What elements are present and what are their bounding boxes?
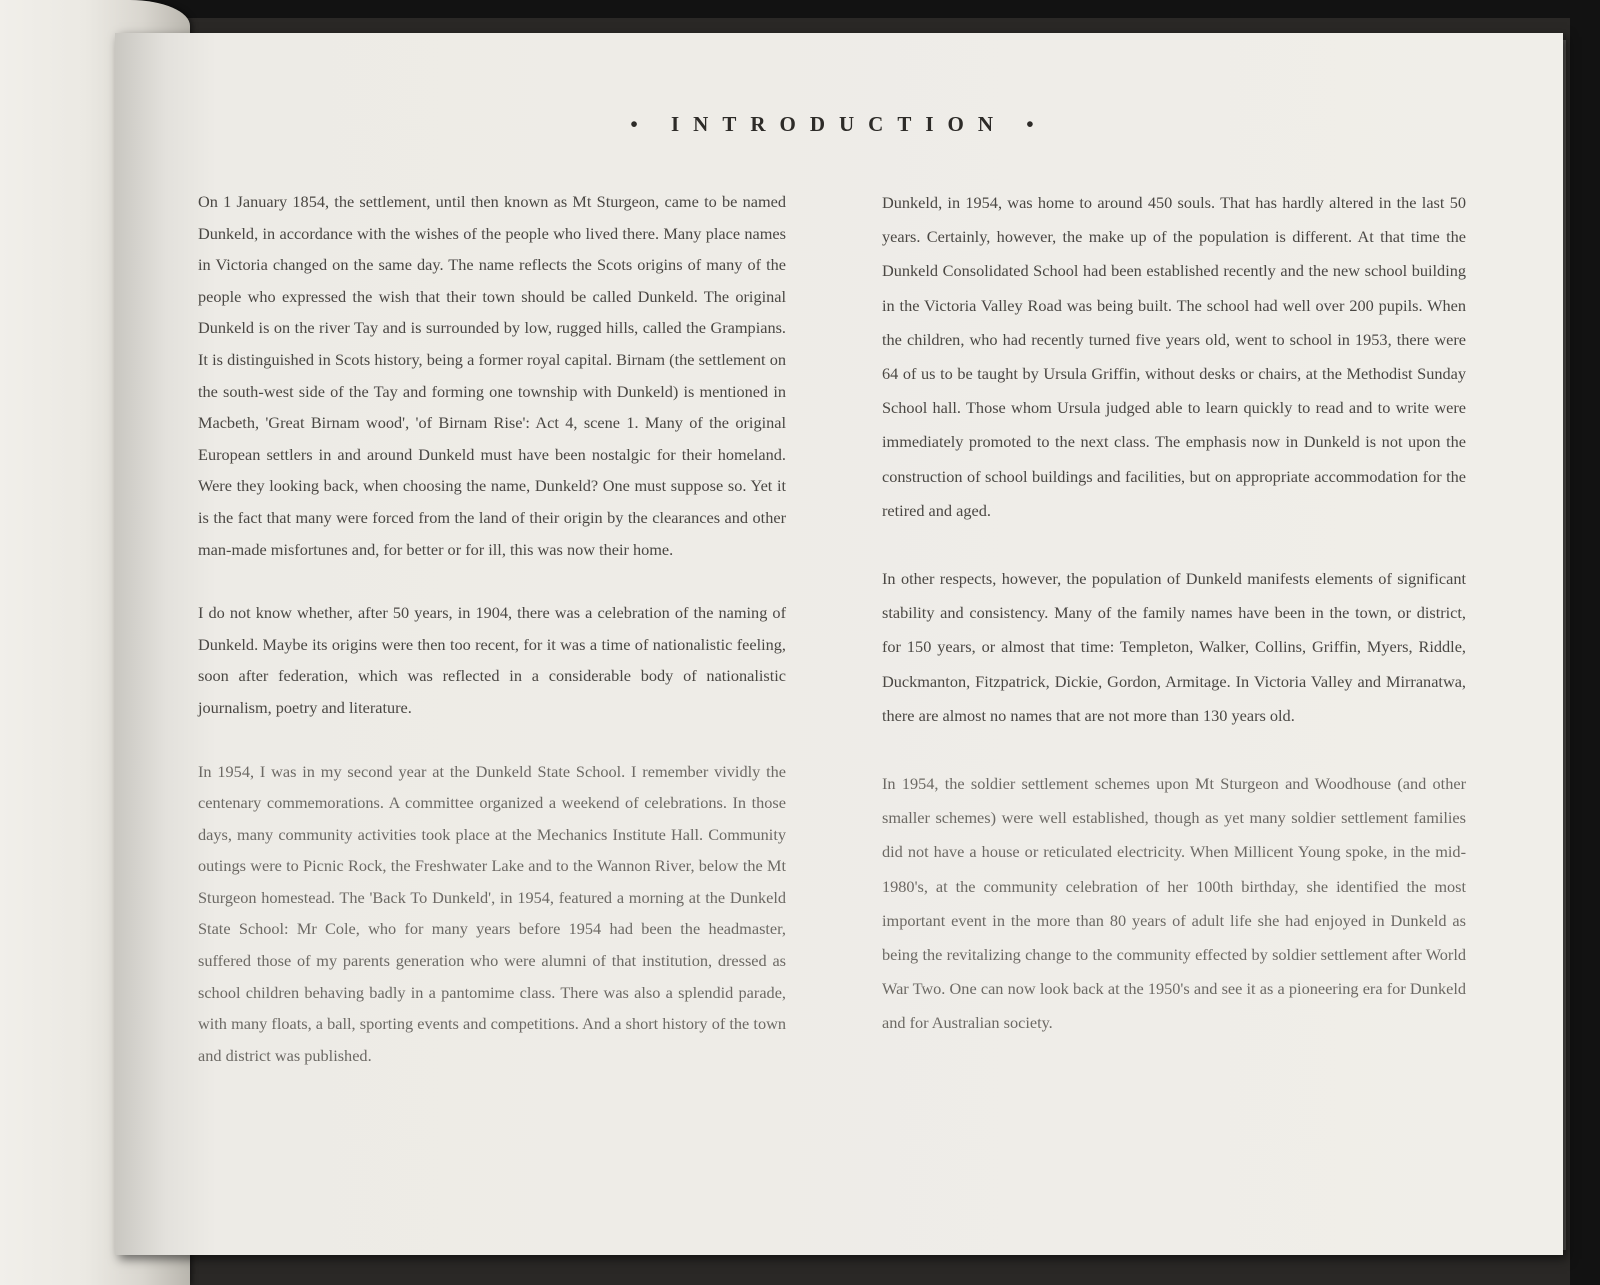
paragraph: In 1954, I was in my second year at the Dunkeld State School. I remember vividly the centenary commemorations. A committee organized a weekend of celebrations. In those days, many community activities took place at the Mechanics Institute Hall. Community outings were to Picnic Rock, the Freshwater Lake and to the Wannon River, below the Mt Sturgeon homestead. The 'Back To Dunkeld', in 1954, featured a morning at the Dunkeld State School: Mr Cole, who for many years before 1954 had been the headmaster, suffered those of my parents generation who were alumni of that institution, dressed as school children behaving badly in a pantomime class. There was also a splendid parade, with many floats, a ball, sporting events and competitions. And a short history of the town and district was published. — [198, 761, 786, 1065]
paragraph: I do not know whether, after 50 years, in 1904, there was a celebration of the naming of Dunkeld. Maybe its origins were then too recent, for it was a time of nationalistic feeling, soon after federation, which was reflected in a considerable body of nationalistic journalism, poetry and literature. — [198, 603, 786, 717]
paragraph: In other respects, however, the population of Dunkeld manifests elements of significant stability and consistency. Many of the family names have been in the town, or district, for 150 years, or almost that time: Templeton, Walker, Collins, Griffin, Myers, Riddle, Duckmanton, Fitzpatrick, Dickie, Gordon, Armitage. In Victoria Valley and Mirranatwa, there are almost no names that are not more than 130 years old. — [882, 569, 1466, 725]
paragraph: Dunkeld, in 1954, was home to around 450 souls. That has hardly altered in the last 50 years. Certainly, however, the make up of the population is different. At that time the Dunkeld Consolidated School had been established recently and the new school building in the Victoria Valley Road was being built. The school had well over 200 pupils. When the children, who had recently turned five years old, went to school in 1953, there were 64 of us to be taught by Ursula Griffin, without desks or chairs, at the Methodist Sunday School hall. Those whom Ursula judged able to learn quickly to read and to write were immediately promoted to the next class. The emphasis now in Dunkeld is not upon the construction of school buildings and facilities, but on appropriate accommodation for the retired and aged. — [882, 193, 1466, 520]
page-title: • INTRODUCTION • — [630, 112, 1048, 136]
paragraph: In 1954, the soldier settlement schemes upon Mt Sturgeon and Woodhouse (and other smaller schemes) were well established, though as yet many soldier settlement families did not have a house or reticulated electricity. When Millicent Young spoke, in the mid-1980's, at the community celebration of her 100th birthday, she identified the most important event in the more than 80 years of adult life she had enjoyed in Dunkeld as being the revitalizing change to the community effected by soldier settlement after World War Two. One can now look back at the 1950's and see it as a pioneering era for Dunkeld and for Australian society. — [882, 774, 1466, 1033]
left-text-column — [198, 186, 786, 1103]
paragraph: On 1 January 1854, the settlement, until then known as Mt Sturgeon, came to be named Dunkeld, in accordance with the wishes of the people who lived there. Many place names in Victoria changed on the same day. The name reflects the Scots origins of many of the people who expressed the wish that their town should be called Dunkeld. The original Dunkeld is on the river Tay and is surrounded by low, rugged hills, called the Grampians. It is distinguished in Scots history, being a former royal capital. Birnam (the settlement on the south-west side of the Tay and forming one township with Dunkeld) is mentioned in Macbeth, 'Great Birnam wood', 'of Birnam Rise': Act 4, scene 1. Many of the original European settlers in and around Dunkeld must have been nostalgic for their homeland. Were they looking back, when choosing the name, Dunkeld? One must suppose so. Yet it is the fact that many were forced from the land of their origin by the clearances and other man-made misfortunes and, for better or for ill, this was now their home. — [198, 192, 786, 559]
right-text-column — [882, 186, 1466, 1075]
